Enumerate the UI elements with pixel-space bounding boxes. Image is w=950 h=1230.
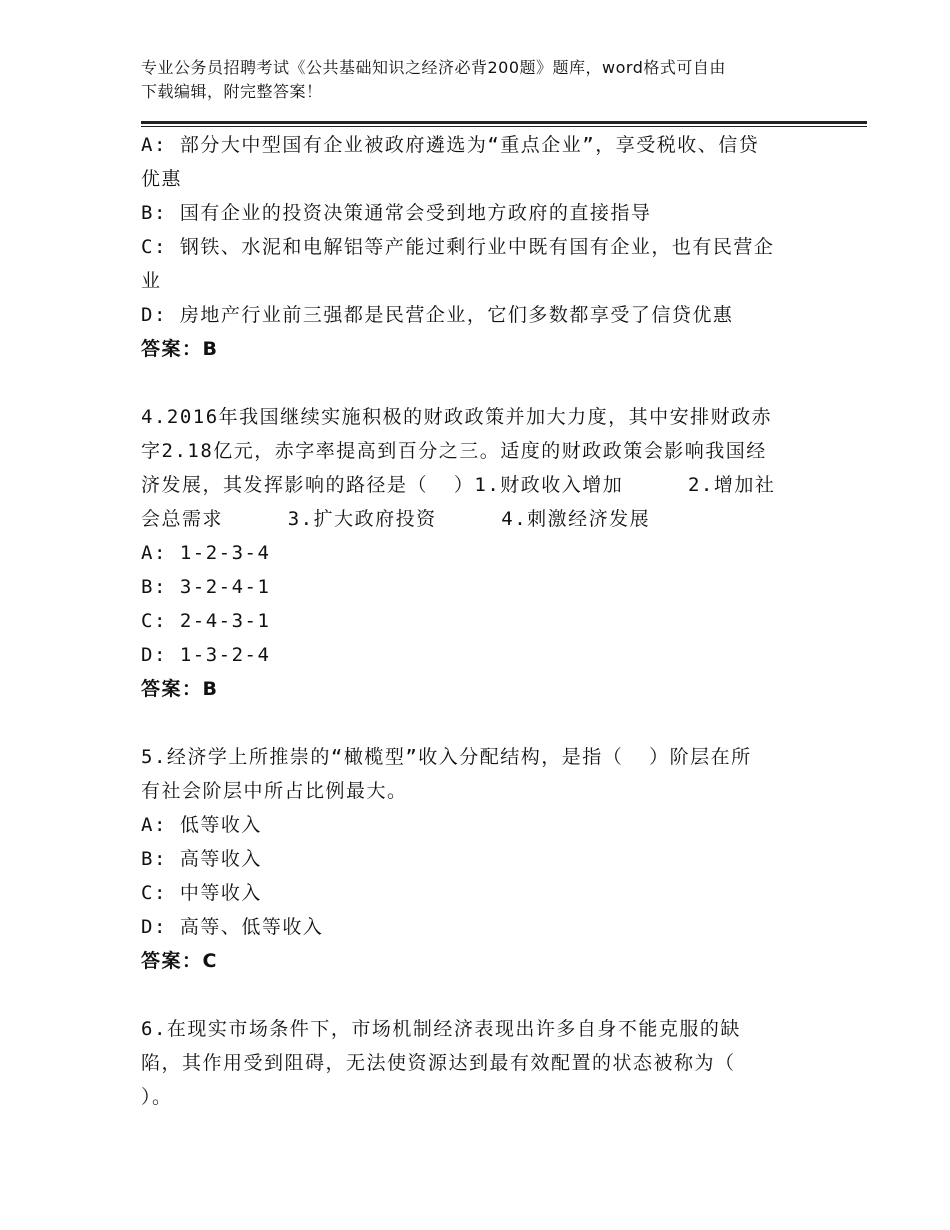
- option-b: B: 3-2-4-1: [141, 576, 271, 598]
- question-4: [141, 400, 809, 706]
- question-stem-line-2: 陷，其作用受到阻碍，无法使资源达到最有效配置的状态被称为（: [141, 1052, 736, 1074]
- question-3-options: [141, 128, 809, 366]
- option-a-line-2: 优惠: [141, 168, 183, 190]
- document-header: [141, 56, 821, 104]
- answer-label: 答案：C: [141, 950, 218, 972]
- question-list: [141, 128, 809, 1114]
- question-5: [141, 740, 809, 978]
- option-c: C: 2-4-3-1: [141, 610, 271, 632]
- spacer: [141, 706, 809, 740]
- option-d: D: 房地产行业前三强都是民营企业，它们多数都享受了信贷优惠: [141, 304, 734, 326]
- question-stem-line-4: 会总需求 3.扩大政府投资 4.刺激经济发展: [141, 508, 651, 530]
- spacer: [141, 978, 809, 1012]
- header-line-2: 下载编辑，附完整答案！: [141, 82, 323, 101]
- answer-label: 答案：B: [141, 678, 219, 700]
- question-stem-line-1: 4.2016年我国继续实施积极的财政政策并加大力度，其中安排财政赤: [141, 406, 773, 428]
- question-stem-line-2: 有社会阶层中所占比例最大。: [141, 780, 408, 802]
- question-stem-line-3: 济发展，其发挥影响的路径是（ ）1.财政收入增加 2.增加社: [141, 474, 776, 496]
- header-rule-thin: [141, 126, 867, 127]
- option-c: C: 中等收入: [141, 882, 262, 904]
- option-a-line-1: A: 部分大中型国有企业被政府遴选为“重点企业”，享受税收、信贷: [141, 134, 760, 156]
- option-c-line-1: C: 钢铁、水泥和电解铝等产能过剩行业中既有国有企业，也有民营企: [141, 236, 775, 258]
- answer-label: 答案：B: [141, 338, 219, 360]
- option-c-line-2: 业: [141, 270, 162, 292]
- option-b: B: 高等收入: [141, 848, 262, 870]
- spacer: [141, 366, 809, 400]
- question-stem-line-3: ）。: [141, 1086, 173, 1108]
- header-line-1: 专业公务员招聘考试《公共基础知识之经济必背200题》题库，word格式可自由: [141, 58, 726, 77]
- option-d: D: 1-3-2-4: [141, 644, 271, 666]
- header-rule-thick: [141, 121, 867, 124]
- question-stem-line-1: 5.经济学上所推崇的“橄榄型”收入分配结构，是指（ ）阶层在所: [141, 746, 752, 768]
- question-stem-line-1: 6.在现实市场条件下，市场机制经济表现出许多自身不能克服的缺: [141, 1018, 741, 1040]
- option-a: A: 1-2-3-4: [141, 542, 271, 564]
- question-stem-line-2: 字2.18亿元，赤字率提高到百分之三。适度的财政政策会影响我国经: [141, 440, 767, 462]
- question-6: [141, 1012, 809, 1114]
- option-b: B: 国有企业的投资决策通常会受到地方政府的直接指导: [141, 202, 652, 224]
- option-d: D: 高等、低等收入: [141, 916, 324, 938]
- option-a: A: 低等收入: [141, 814, 262, 836]
